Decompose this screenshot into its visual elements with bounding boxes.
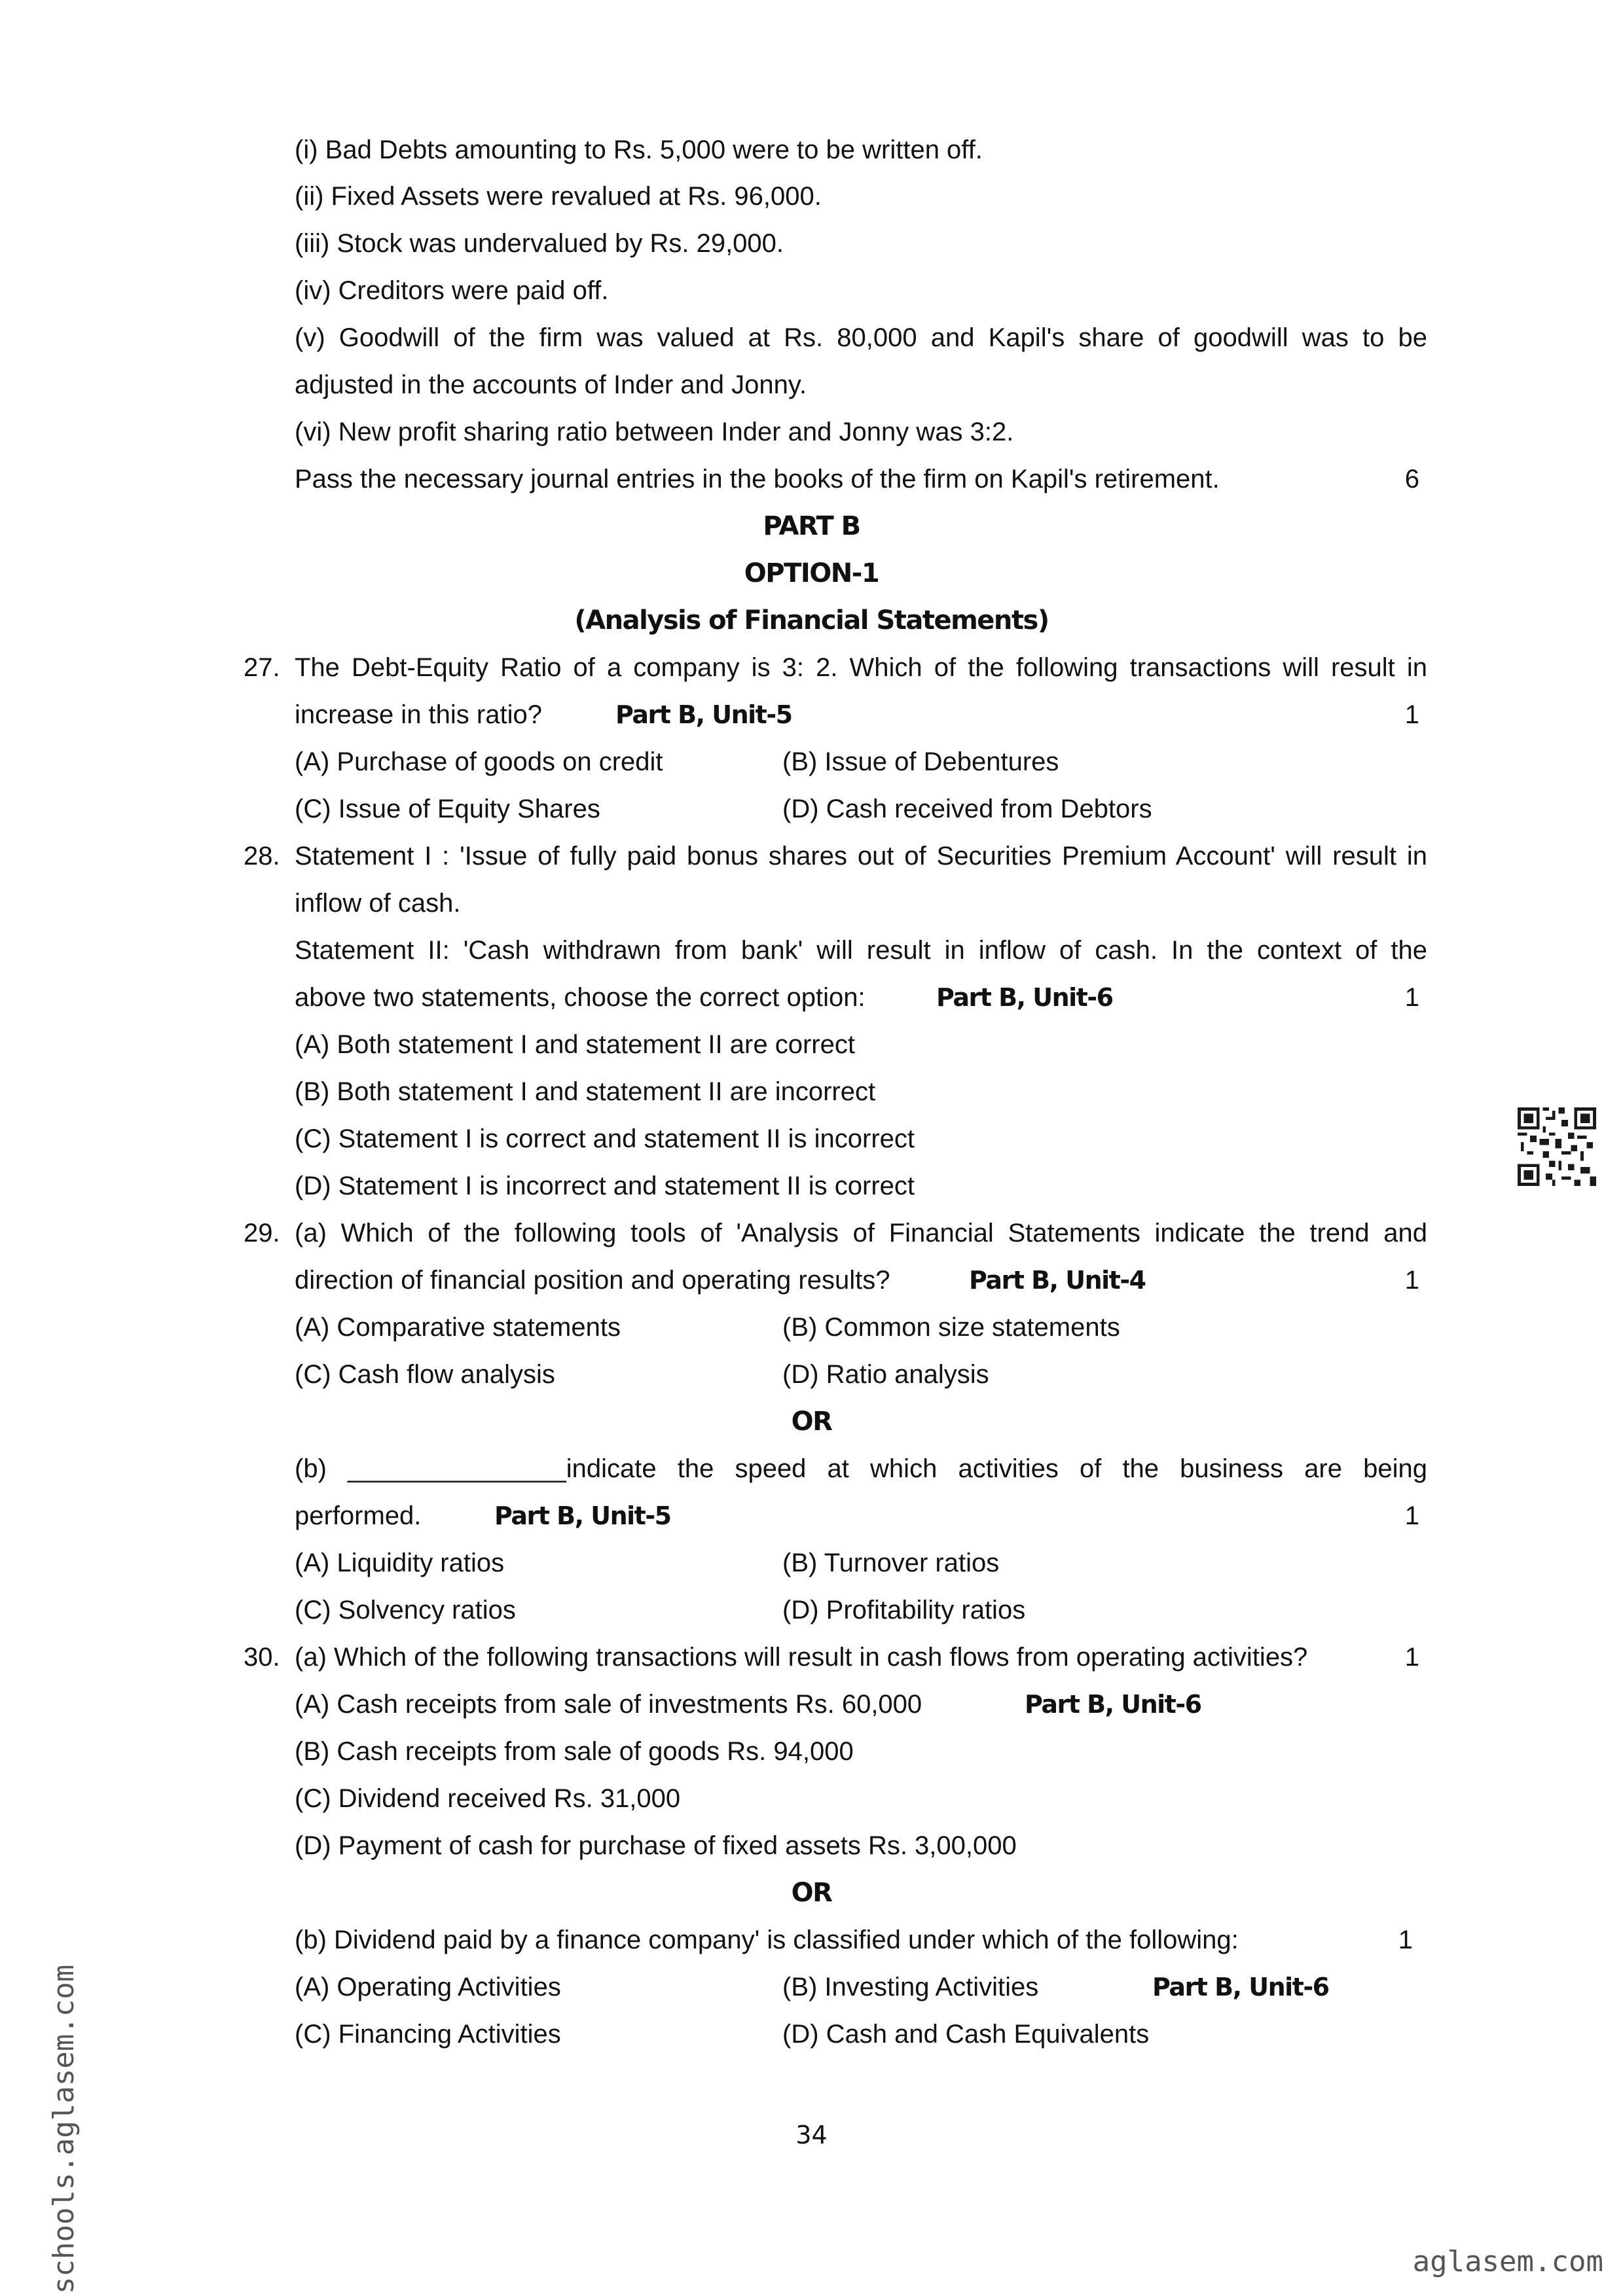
option-a: (A) Operating Activities — [295, 1973, 561, 2001]
qr-code-icon — [1518, 1107, 1596, 1186]
footer-watermark: aglasem.com — [1412, 2245, 1603, 2278]
marks: 1 — [1404, 1501, 1419, 1530]
option-c: (C) Financing Activities — [295, 2020, 561, 2049]
marks: 6 — [1404, 465, 1419, 493]
question-30b-line1: (b) Dividend paid by a finance company' is classified under which of the following: 1 — [295, 1916, 1427, 1964]
unit-reference: Part B, Unit-5 — [615, 700, 792, 729]
question-29a-line1: 29. (a) Which of the following tools of 'Analysis of Financial Statements indicate the trend and — [295, 1210, 1427, 1257]
question-27-line1: 27. The Debt-Equity Ratio of a company is 3: 2. Which of the following transactions will result in — [295, 644, 1427, 691]
question-number: 30. — [244, 1643, 280, 1672]
option-d: (D) Cash received from Debtors — [782, 795, 1152, 823]
question-29b-line2: performed. Part B, Unit-5 1 — [295, 1492, 1427, 1539]
q29a-options-row2 — [295, 1351, 1427, 1398]
question-29a-line2: direction of financial position and operating results? Part B, Unit-4 1 — [295, 1257, 1427, 1304]
marks: 1 — [1404, 700, 1419, 729]
question-27-line2: increase in this ratio? Part B, Unit-5 1 — [295, 691, 1427, 738]
option-heading: OPTION-1 — [744, 558, 879, 588]
unit-reference: Part B, Unit-4 — [969, 1266, 1146, 1295]
marks: 1 — [1404, 1643, 1419, 1672]
unit-reference: Part B, Unit-6 — [936, 983, 1113, 1012]
question-28-line3: Statement II: 'Cash withdrawn from bank' will result in inflow of cash. In the context of the — [295, 936, 1427, 965]
option-c: (C) Cash flow analysis — [295, 1360, 555, 1389]
option-c: (C) Solvency ratios — [295, 1596, 516, 1624]
unit-reference: Part B, Unit-6 — [1152, 1973, 1329, 2001]
option-b: (B) Issue of Debentures — [782, 747, 1059, 776]
option-a: (A) Comparative statements — [295, 1313, 621, 1342]
option-d: (D) Cash and Cash Equivalents — [782, 2020, 1150, 2049]
marks: 1 — [1404, 983, 1419, 1012]
q30a-option-b: (B) Cash receipts from sale of goods Rs. 94,000 — [295, 1737, 854, 1766]
option-c: (C) Issue of Equity Shares — [295, 795, 600, 823]
option-d: (D) Ratio analysis — [782, 1360, 989, 1389]
question-29b-line1: (b) _______________indicate the speed at which activities of the business are being — [295, 1454, 1427, 1483]
adjustment-iv: (iv) Creditors were paid off. — [295, 276, 609, 305]
unit-reference: Part B, Unit-6 — [1025, 1690, 1201, 1719]
q28-option-b: (B) Both statement I and statement II are incorrect — [295, 1077, 876, 1106]
q30a-option-d: (D) Payment of cash for purchase of fixed assets Rs. 3,00,000 — [295, 1831, 1017, 1860]
q28-option-a: (A) Both statement I and statement II are correct — [295, 1030, 855, 1059]
q29b-options-row1 — [295, 1539, 1427, 1587]
marks: 1 — [1404, 1266, 1419, 1295]
page-number: 34 — [795, 2121, 828, 2149]
adjustment-i: (i) Bad Debts amounting to Rs. 5,000 were to be written off. — [295, 135, 983, 164]
adjustment-vi: (vi) New profit sharing ratio between Inder and Jonny was 3:2. — [295, 418, 1014, 446]
question-number: 28. — [244, 842, 280, 870]
question-30a-line1: 30. (a) Which of the following transactions will result in cash flows from operating activities? 1 — [295, 1634, 1427, 1681]
option-b: (B) Turnover ratios — [782, 1549, 1000, 1577]
adjustment-ii: (ii) Fixed Assets were revalued at Rs. 96,000. — [295, 182, 822, 211]
option-b: (B) Common size statements — [782, 1313, 1120, 1342]
q28-option-d: (D) Statement I is incorrect and statement II is correct — [295, 1172, 915, 1200]
or-separator: OR — [791, 1878, 832, 1908]
question-28-line2: inflow of cash. — [295, 889, 461, 918]
journal-instruction: Pass the necessary journal entries in the books of the firm on Kapil's retirement. 6 — [295, 456, 1427, 503]
q28-option-c: (C) Statement I is correct and statement II is incorrect — [295, 1124, 915, 1153]
q30b-options-row1 — [295, 1964, 1427, 2011]
question-number: 29. — [244, 1219, 280, 1247]
q30a-option-c: (C) Dividend received Rs. 31,000 — [295, 1784, 681, 1813]
adjustment-v-line1: (v) Goodwill of the firm was valued at Rs. 80,000 and Kapil's share of goodwill was to be — [295, 323, 1427, 352]
subject-heading: (Analysis of Financial Statements) — [574, 605, 1049, 636]
question-28-line4: above two statements, choose the correct option: Part B, Unit-6 1 — [295, 974, 1427, 1021]
part-heading: PART B — [763, 511, 860, 541]
adjustment-v-line2: adjusted in the accounts of Inder and Jonny. — [295, 370, 807, 399]
option-d: (D) Profitability ratios — [782, 1596, 1026, 1624]
adjustment-iii: (iii) Stock was undervalued by Rs. 29,000. — [295, 229, 784, 258]
q29a-options-row1 — [295, 1304, 1427, 1351]
option-a: (A) Liquidity ratios — [295, 1549, 505, 1577]
unit-reference: Part B, Unit-5 — [494, 1501, 671, 1530]
q27-options-row1 — [295, 738, 1427, 785]
option-a: (A) Purchase of goods on credit — [295, 747, 663, 776]
side-watermark: schools.aglasem.com — [47, 1964, 81, 2294]
question-number: 27. — [244, 653, 280, 682]
q30b-options-row2 — [295, 2011, 1427, 2058]
q29b-options-row2 — [295, 1587, 1427, 1634]
marks: 1 — [1398, 1926, 1413, 1954]
q30a-option-a: (A) Cash receipts from sale of investments Rs. 60,000 Part B, Unit-6 — [295, 1681, 1427, 1728]
or-separator: OR — [791, 1407, 832, 1437]
option-b: (B) Investing Activities — [782, 1973, 1039, 2001]
q27-options-row2 — [295, 785, 1427, 833]
question-28-line1: 28. Statement I : 'Issue of fully paid bonus shares out of Securities Premium Account' will result in — [295, 833, 1427, 880]
